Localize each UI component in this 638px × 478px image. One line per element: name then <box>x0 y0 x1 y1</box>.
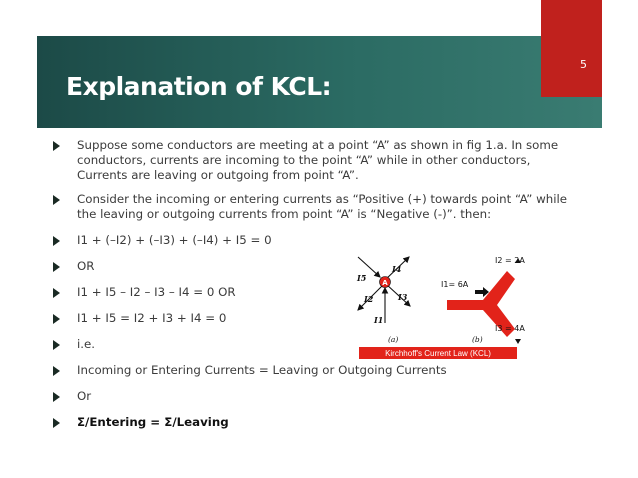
bullet-text: Or <box>77 389 92 403</box>
kcl-figure <box>355 253 547 365</box>
bullet-item <box>50 389 570 404</box>
current-label: I2 = 2A <box>495 256 525 265</box>
bullet-arrow-icon <box>53 288 60 298</box>
current-label: I1 <box>374 315 384 325</box>
caption-a: (a) <box>388 335 399 344</box>
current-label: I1= 6A <box>441 280 469 289</box>
bullet-arrow-icon <box>53 392 60 402</box>
bullet-text: Σ/Entering = Σ/Leaving <box>77 415 229 429</box>
bullet-item <box>50 233 342 248</box>
bullet-arrow-icon <box>53 418 60 428</box>
flow-arrow <box>515 339 521 344</box>
bullet-item <box>50 259 342 274</box>
bullet-item <box>50 285 342 300</box>
bullet-item <box>50 415 570 430</box>
bullet-text: OR <box>77 259 95 273</box>
bullet-text: Suppose some conductors are meeting at a point “A” as shown in fig 1.a. In some conductors, currents are incoming to the point “A” while in other conductors, Currents are leaving or outgoing from point “A”. <box>77 138 559 182</box>
accent-tab <box>541 0 602 97</box>
current-label: I4 <box>392 264 402 274</box>
bullet-item <box>50 311 342 326</box>
bullet-arrow-icon <box>53 262 60 272</box>
bullet-arrow-icon <box>53 195 60 205</box>
bullet-text: Consider the incoming or entering currents as “Positive (+) towards point “A” while the leaving or outgoing currents from point “A” is “Negative (-)”. then: <box>77 192 568 221</box>
kcl-banner-text: Kirchhoff's Current Law (KCL) <box>385 349 491 358</box>
bullet-text: I1 + I5 – I2 – I3 – I4 = 0 OR <box>77 285 236 299</box>
bullet-arrow-icon <box>53 340 60 350</box>
bullet-text: i.e. <box>77 337 96 351</box>
bullet-arrow-icon <box>53 314 60 324</box>
junction-figure-b <box>441 256 525 344</box>
current-label: I5 <box>357 273 367 283</box>
bullet-item <box>50 363 570 378</box>
bullet-item <box>50 138 570 183</box>
bullet-text: Incoming or Entering Currents = Leaving or Outgoing Currents <box>77 363 447 377</box>
slide-title: Explanation of KCL: <box>66 72 332 101</box>
bullet-arrow-icon <box>53 141 60 151</box>
bullet-item <box>50 192 570 222</box>
caption-b: (b) <box>472 335 483 344</box>
bullet-arrow-icon <box>53 236 60 246</box>
current-label: I2 <box>364 294 374 304</box>
junction-figure-a <box>356 257 410 325</box>
slide-number: 5 <box>580 58 587 71</box>
current-label: I3 <box>398 292 408 302</box>
current-label: I3 = 4A <box>495 324 525 333</box>
bullet-text: I1 + I5 = I2 + I3 + I4 = 0 <box>77 311 227 325</box>
bullet-arrow-icon <box>53 366 60 376</box>
bullet-text: I1 + (–I2) + (–I3) + (–I4) + I5 = 0 <box>77 233 272 247</box>
node-label: A <box>382 279 388 287</box>
